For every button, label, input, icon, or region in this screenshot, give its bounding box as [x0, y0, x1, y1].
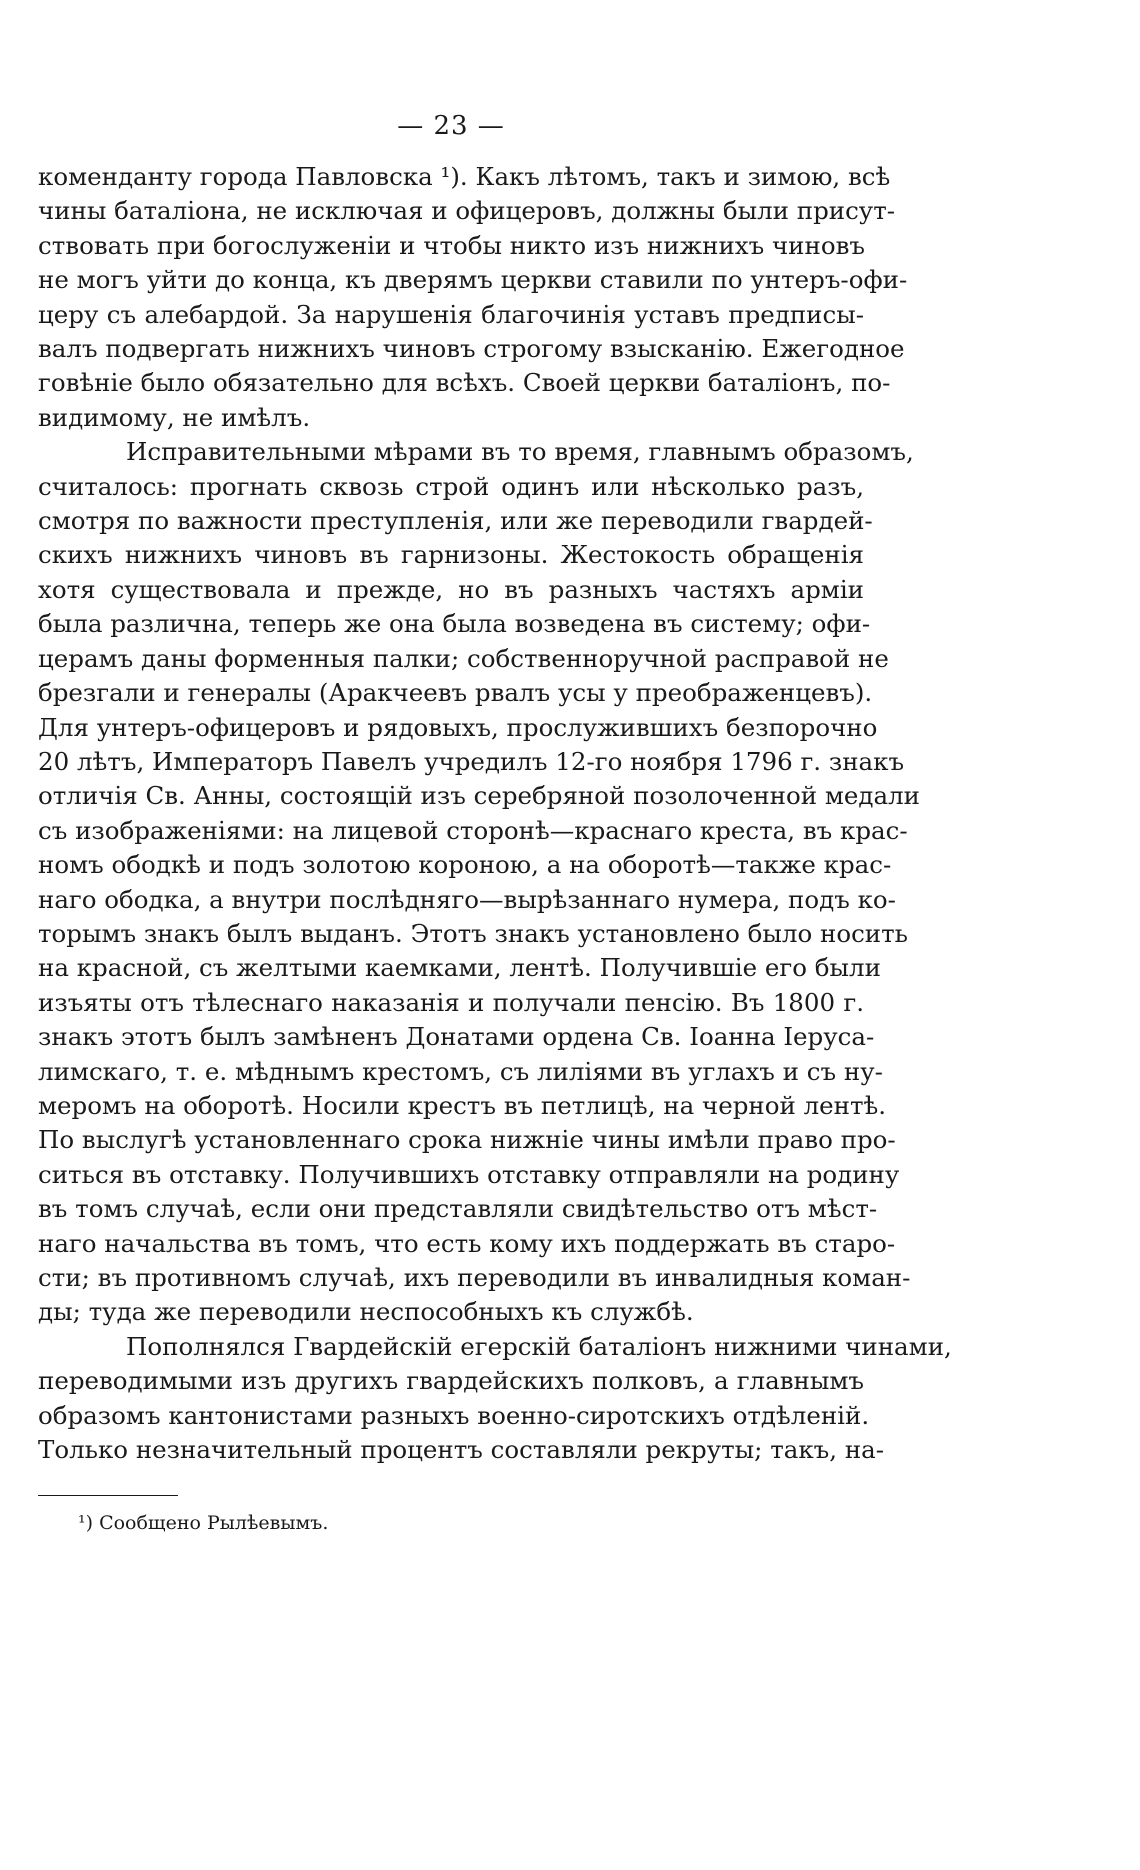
text-line: валъ подвергать нижнихъ чиновъ строгому взысканію. Ежегодное: [38, 334, 905, 364]
text-line: Для унтеръ-офицеровъ и рядовыхъ, прослужившихъ безпорочно: [38, 712, 878, 742]
text-line: меромъ на оборотѣ. Носили крестъ въ петлицѣ, на черной лентѣ.: [38, 1090, 887, 1120]
text-line: была различна, теперь же она была возведена въ систему; офи-: [38, 609, 871, 639]
text-line: говѣніе было обязательно для всѣхъ. Своей церкви баталіонъ, по-: [38, 368, 891, 398]
text-line: лимскаго, т. е. мѣднымъ крестомъ, съ лиліями въ углахъ и съ ну-: [38, 1056, 883, 1086]
text-line: образомъ кантонистами разныхъ военно-сиротскихъ отдѣленій.: [38, 1400, 870, 1430]
text-line: ствовать при богослуженіи и чтобы никто изъ нижнихъ чиновъ: [38, 230, 865, 260]
text-line: номъ ободкѣ и подъ золотою короною, а на оборотѣ—также крас-: [38, 850, 892, 880]
text-line: 20 лѣтъ, Императоръ Павелъ учредилъ 12-го ноября 1796 г. знакъ: [38, 746, 905, 776]
text-line: хотя существовала и прежде, но въ разныхъ частяхъ арміи: [38, 574, 864, 604]
text-line: въ томъ случаѣ, если они представляли свидѣтельство отъ мѣст-: [38, 1194, 878, 1224]
text-line: знакъ этотъ былъ замѣненъ Донатами ордена Св. Іоанна Іеруса-: [38, 1022, 875, 1052]
text-line: брезгали и генералы (Аракчеевъ рвалъ усы у преображенцевъ).: [38, 678, 873, 708]
text-line: ды; туда же переводили неспособныхъ къ службѣ.: [38, 1297, 694, 1327]
text-line: наго ободка, а внутри послѣдняго—вырѣзаннаго нумера, подъ ко-: [38, 884, 896, 914]
text-line: скихъ нижнихъ чиновъ въ гарнизоны. Жестокость обращенія: [38, 540, 864, 570]
text-line: не могъ уйти до конца, къ дверямъ церкви ставили по унтеръ-офи-: [38, 265, 908, 295]
text-line: церу съ алебардой. За нарушенія благочинія уставъ предписы-: [38, 299, 864, 329]
text-line: отличія Св. Анны, состоящій изъ серебряной позолоченной медали: [38, 781, 920, 811]
footnote: ¹) Сообщено Рылѣевымъ.: [78, 1512, 329, 1535]
text-line: на красной, съ желтыми каемками, лентѣ. Получившіе его были: [38, 953, 881, 983]
page-number: — 23 —: [397, 111, 505, 141]
text-line: смотря по важности преступленія, или же переводили гвардей-: [38, 506, 873, 536]
text-line: сти; въ противномъ случаѣ, ихъ переводили въ инвалидныя коман-: [38, 1263, 911, 1292]
text-line: коменданту города Павловска ¹). Какъ лѣтомъ, такъ и зимою, всѣ: [38, 162, 891, 191]
text-line: переводимыми изъ другихъ гвардейскихъ полковъ, а главнымъ: [38, 1366, 864, 1396]
text-line: чины баталіона, не исключая и офицеровъ, должны были присут-: [38, 196, 896, 226]
text-line: видимому, не имѣлъ.: [38, 402, 311, 432]
footnote-divider: [38, 1495, 178, 1496]
paragraph-2: [38, 435, 920, 1330]
text-line: считалось: прогнать сквозь строй одинъ или нѣсколько разъ,: [38, 471, 864, 501]
text-line: церамъ даны форменныя палки; собственноручной расправой не: [38, 643, 889, 673]
text-line: торымъ знакъ былъ выданъ. Этотъ знакъ установлено было носить: [38, 918, 909, 948]
document-page: [38, 110, 952, 1536]
text-line: ситься въ отставку. Получившихъ отставку отправляли на родину: [38, 1159, 900, 1189]
text-line: Только незначительный процентъ составляли рекруты; такъ, на-: [38, 1435, 885, 1465]
paragraph-3: [38, 1330, 952, 1468]
text-line: Пополнялся Гвардейскій егерскій баталіонъ нижними чинами,: [126, 1331, 952, 1361]
body-text: [38, 160, 952, 1467]
text-line: изъяты отъ тѣлеснаго наказанія и получали пенсію. Въ 1800 г.: [38, 987, 864, 1017]
text-line: Исправительными мѣрами въ то время, главнымъ образомъ,: [126, 437, 914, 467]
paragraph-1: [38, 160, 908, 435]
text-line: наго начальства въ томъ, что есть кому ихъ поддержать въ старо-: [38, 1228, 896, 1258]
text-line: съ изображеніями: на лицевой сторонѣ—краснаго креста, въ крас-: [38, 815, 908, 845]
text-line: По выслугѣ установленнаго срока нижніе чины имѣли право про-: [38, 1125, 896, 1155]
